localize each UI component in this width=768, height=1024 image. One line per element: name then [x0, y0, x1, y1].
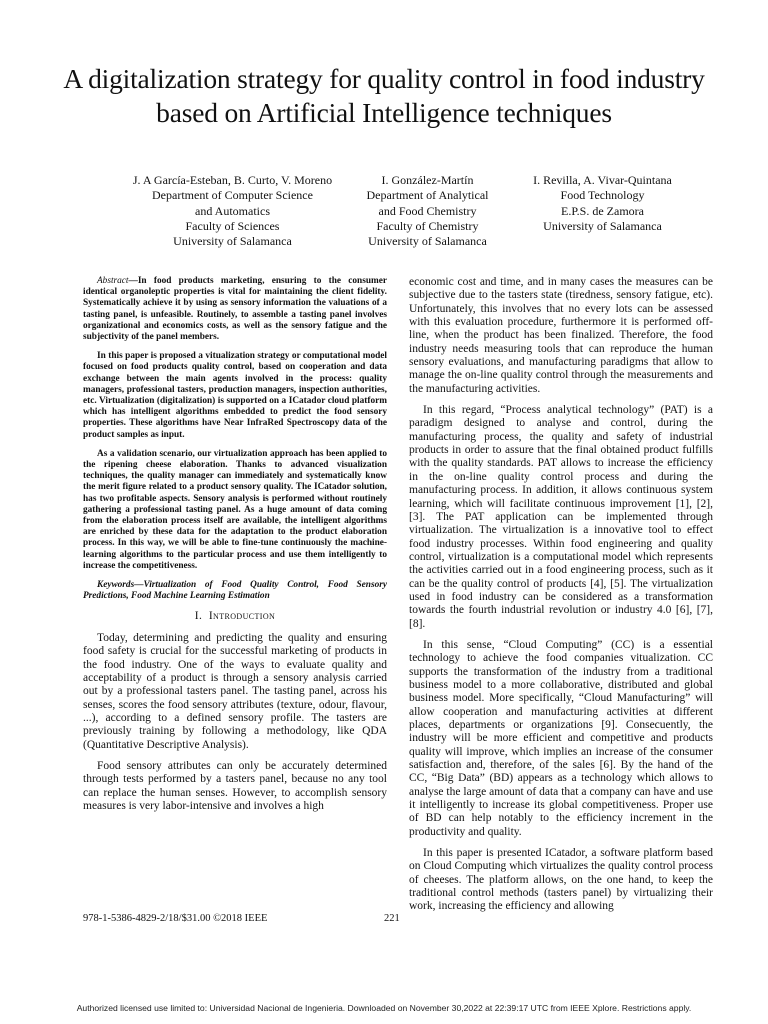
section-heading: [83, 610, 387, 623]
affiliation-line: and Food Chemistry: [378, 203, 477, 218]
isbn-copyright: 978-1-5386-4829-2/18/$31.00 ©2018 IEEE: [83, 913, 268, 924]
author-block: [100, 173, 720, 253]
author-names: I. González-Martín: [381, 173, 474, 187]
section-title: Introduction: [208, 610, 276, 623]
affiliation-line: University of Salamanca: [173, 234, 292, 249]
body-paragraph: In this sense, “Cloud Computing” (CC) is a essential technology to achieve the food companies vitualization. CC supports the transformation of the industry from a traditional business model to a more collaborative, distributed and global business model. More specifically, “Cloud Manufacturing” will allow cooperation and manufacturing activities at different places, departments or organizations [9]. Consecuently, the industry will be more efficient and competitive and products quality will improve, which implies an increase of the consumer satisfaction and, therefore, of the sales [6]. By the hand of the CC, “Big Data” (BD) appears as a technology which allows to analyse the large amount of data that a company can have and use it intelligently to increase its global competitiveness. Proper use of BD can help notably to the efficiency increment in the productivity and quality.: [409, 638, 713, 838]
author-names: J. A García-Esteban, B. Curto, V. Moreno: [132, 173, 333, 187]
body-paragraph: In this paper is presented ICatador, a software platform based on Cloud Computing which virtualizes the quality control process of cheeses. The platform allows, on the one hand, to keep the traditional control methods (tasters panel) by virtualizing their work, increasing the efficiency and allowing: [409, 847, 713, 913]
affiliation-line: University of Salamanca: [543, 218, 662, 233]
affiliation-line: Food Technology: [560, 188, 645, 203]
affiliation-line: Department of Computer Science: [152, 188, 313, 203]
affiliation-line: Department of Analytical: [366, 188, 489, 203]
affiliation-line: Faculty of Chemistry: [376, 218, 479, 233]
author-group-3: [510, 173, 695, 234]
body-paragraph: Food sensory attributes can only be accurately determined through tests performed by a tasters panel, because no any tool can replace the human senses. However, to accomplish sensory measures is very labor-intensive and involves a high: [83, 759, 387, 812]
body-paragraph: Today, determining and predicting the quality and ensuring food safety is crucial for the successful marketing of products in the food industry. One of the ways to evaluate quality and acceptability of a product is through a sensory analysis carried out by a professional tasters panel. The tasting panel, across his senses, scores the food sensory attributes (texture, odour, flavour, ...), according to a defined sensory profile. The tasters are previously training by following a methodology, like QDA (Quantitative Descriptive Analysis).: [83, 631, 387, 751]
abstract-paragraph: As a validation scenario, our virtualization approach has been applied to the ripening cheese elaboration. Thanks to advanced visualization techniques, the quality manager can immediately and systematically know the merit figure related to a product sensory quality. The ICatador solution, has two profitable aspects. Sensory analysis is performed without routinely gathering a professional tasting panel. As a huge amount of data coming from the elaboration process itself are available, the intelligent algorithms are enriched by these data for the adaptation to the product elaboration process. In this way, we will be able to fine-tune continuously the machine-learning algorithms to the particular process and use them intelligently to increase the competitiveness.: [83, 448, 387, 571]
affiliation-line: University of Salamanca: [368, 234, 487, 249]
keywords-text: —Virtualization of Food Quality Control, Food Sensory Predictions, Food Machine Learning Estimation: [83, 580, 387, 602]
right-column: [409, 276, 713, 922]
keywords-label: Keywords: [97, 580, 135, 591]
keywords: [83, 580, 387, 602]
abstract: [83, 276, 387, 572]
paper-title: A digitalization strategy for quality control in food industry based on Artificial Intelligence techniques: [63, 63, 705, 128]
author-group-1: [120, 173, 345, 249]
author-names: I. Revilla, A. Vivar-Quintana: [533, 173, 672, 187]
abstract-paragraph: In this paper is proposed a vitualization strategy or computational model focused on food products quality control, based on cooperation and data exchange between the main agents involved in the process: quality managers, professional tasters, production managers, inspection authorities, etc. Virtualization (digitalization) is supported on a ICatador cloud platform which has intelligent algorithms embedded to predict the food sensory properties. These algorithms have Near InfraRed Spectroscopy data of the product samples as input.: [83, 351, 387, 440]
left-column: [83, 276, 387, 821]
abstract-text: —In food products marketing, ensuring to the consumer identical organoleptic properties is vital for maintaining the client fidelity. Systematically achieve it by using as sensory information the valuations of a tasting panel, is unfeasible. Routinely, to assemble a tasting panel involves organizational and economics costs, as well as the sensory fatigue and the subjectivity of the panel members.: [83, 276, 387, 343]
abstract-paragraph: [83, 276, 387, 343]
body-paragraph: In this regard, “Process analytical technology” (PAT) is a paradigm designed to analyse and control, during the manufacturing process, the quality and safety of industrial products in order to assure that the final obtained product fulfills with the quality standards. PAT allows to increase the efficiency in the on-line quality control process and during the manufacturing process. In addition, it allows continuous system learning, which will facilitate continuous improvement [1], [2], [3]. The PAT application can be implemented through virtualization. The virtualization is a innovative tool to effect food industry processes. Within food engineering and quality control, virtualization is a computational model which represents the activities carried out in a food engineering process, such as it can be the quality control of products [4], [5]. The virtualization used in food industry can be considered as a transformation towards the fourth industrial revolution or industry 4.0 [6], [7], [8].: [409, 404, 713, 630]
affiliation-line: and Automatics: [195, 203, 270, 218]
author-group-2: [360, 173, 495, 249]
affiliation-line: E.P.S. de Zamora: [561, 203, 644, 218]
license-notice: Authorized licensed use limited to: Universidad Nacional de Ingenieria. Downloaded on November 30,2022 at 22:39:17 UTC from IEEE Xplore. Restrictions apply.: [76, 1003, 692, 1013]
abstract-label: Abstract: [97, 276, 129, 286]
section-number: I.: [194, 610, 203, 623]
body-paragraph: economic cost and time, and in many cases the measures can be subjective due to the tasters state (tiredness, sensory fatigue, etc). Unfortunately, this involves that no every lots can be assessed with this evaluation procedure, furthermore it is performed off-line, when the product has been finalized. Therefore, the food industry needs measuring tools that can reproduce the human sensory evaluations, and manufacturing paradigms that allow to manage the on-line quality control through the measurements and the manufacturing activities.: [409, 276, 713, 395]
page-number: 221: [384, 913, 400, 924]
affiliation-line: Faculty of Sciences: [185, 218, 280, 233]
